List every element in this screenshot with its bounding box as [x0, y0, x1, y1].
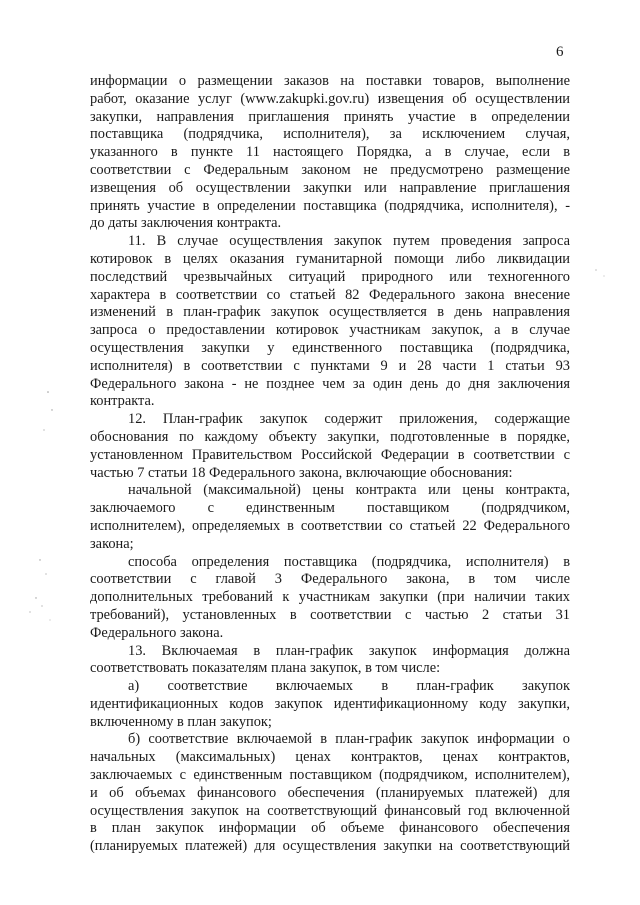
- text-line: исполнителем), определяемых в соответствии со статьей 22 Федерального: [90, 517, 570, 534]
- text-line: запроса о предоставлении котировок участникам закупок, а в случае: [90, 322, 570, 339]
- text-line: характера в соответствии со статьей 82 Федерального закона внесение: [90, 286, 570, 303]
- text-line: закона;: [90, 535, 134, 552]
- text-line: котировок в целях оказания гуманитарной помощи либо ликвидации: [90, 250, 570, 267]
- text-line: извещения об осуществлении закупки или направление приглашения: [90, 179, 570, 196]
- text-line: соответствии с главой 3 Федерального закона, в том числе: [90, 571, 570, 588]
- text-line: информации о размещении заказов на поставки товаров, выполнение: [90, 73, 570, 89]
- page-number: 6: [556, 44, 564, 60]
- text-line: осуществления закупок на соответствующий финансовый год включенной: [90, 802, 570, 819]
- text-line: установленном Правительством Российской Федерации в соответствии с: [90, 446, 570, 463]
- text-line: соответствовать показателям плана закупок, в том числе:: [90, 660, 441, 677]
- text-line: в план закупок информации об объеме финансового обеспечения: [90, 820, 570, 837]
- text-line: осуществления закупки у единственного поставщика (подрядчика,: [90, 339, 570, 356]
- text-line: Федерального закона.: [90, 624, 224, 641]
- text-line: соответствии с Федеральным законом не предусмотрено размещение: [90, 161, 570, 178]
- document-body: [90, 73, 570, 856]
- text-line: (планируемых платежей) для осуществления закупки на соответствующий: [90, 838, 570, 855]
- text-line: обоснования по каждому объекту закупки, подготовленные в порядке,: [90, 428, 570, 445]
- list-item-method: способа определения поставщика (подрядчика, исполнителя) в: [128, 553, 570, 570]
- list-item-price: начальной (максимальной) цены контракта или цены контракта,: [128, 482, 570, 499]
- text-line: поставщика (подрядчика, исполнителя), за исключением случая,: [90, 126, 570, 143]
- text-line: включенному в план закупок;: [90, 713, 272, 730]
- text-line: указанного в пункте 11 настоящего Порядка, а в случае, если в: [90, 144, 570, 161]
- list-item-a: а) соответствие включаемых в план-график закупок: [128, 678, 570, 695]
- paragraph-13-start: 13. Включаемая в план-график закупок информация должна: [128, 642, 570, 659]
- list-item-b: б) соответствие включаемой в план-график закупок информации о: [128, 731, 570, 748]
- text-line: дополнительных требований к участникам закупки (при наличии таких: [90, 589, 570, 606]
- text-line: заключаемых с единственным поставщиком (подрядчиком, исполнителем),: [90, 767, 570, 784]
- text-line: контракта.: [90, 393, 155, 410]
- text-line: работ, оказание услуг (www.zakupki.gov.ru) извещения об осуществлении: [90, 90, 570, 107]
- text-line: до даты заключения контракта.: [90, 215, 282, 232]
- paragraph-11-start: 11. В случае осуществления закупок путем проведения запроса: [128, 233, 570, 250]
- text-line: изменений в план-график закупок осуществляется в день направления: [90, 304, 570, 321]
- text-line: закупки, направления приглашения принять участие в определении: [90, 108, 570, 125]
- text-line: начальных (максимальных) ценах контрактов, ценах контрактов,: [90, 749, 570, 766]
- text-line: Федерального закона - не позднее чем за один день до дня заключения: [90, 375, 570, 392]
- text-line: частью 7 статьи 18 Федерального закона, включающие обоснования:: [90, 464, 513, 481]
- text-line: заключаемого с единственным поставщиком (подрядчиком,: [90, 500, 570, 517]
- text-line: исполнителя) в соответствии с пунктами 9 и 28 части 1 статьи 93: [90, 357, 570, 374]
- text-line: требований), установленных в соответствии с частью 2 статьи 31: [90, 606, 570, 623]
- text-line: принять участие в определении поставщика (подрядчика, исполнителя), -: [90, 197, 570, 214]
- paragraph-12-start: 12. План-график закупок содержит приложения, содержащие: [128, 411, 570, 428]
- text-line: последствий чрезвычайных ситуаций природного или техногенного: [90, 268, 570, 285]
- text-line: идентификационных кодов закупок идентификационному коду закупки,: [90, 695, 570, 712]
- text-line: и об объемах финансового обеспечения (планируемых платежей) для: [90, 784, 570, 801]
